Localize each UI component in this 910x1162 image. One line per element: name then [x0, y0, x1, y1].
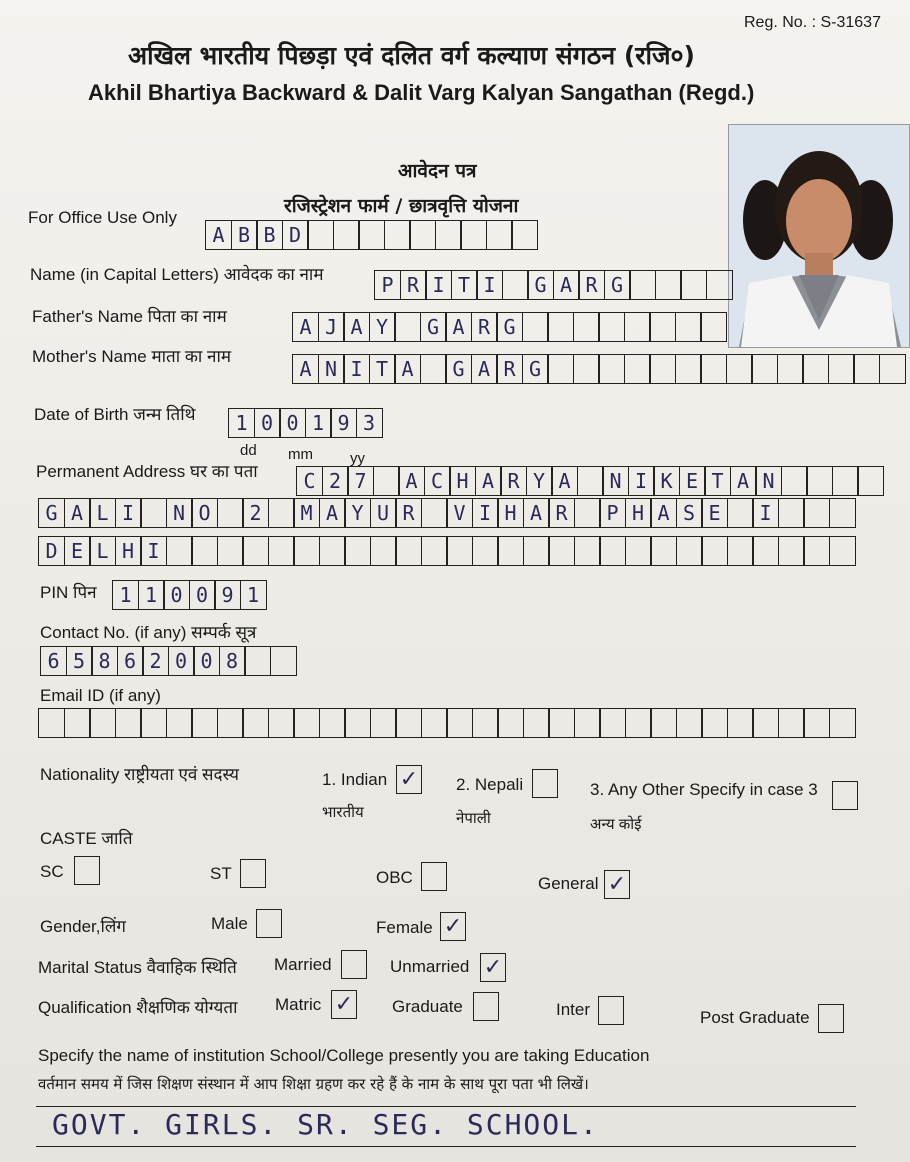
qualification-graduate-label: Graduate — [392, 997, 463, 1016]
char-box[interactable]: T — [451, 270, 478, 300]
char-box[interactable] — [319, 708, 346, 738]
char-box[interactable]: I — [425, 270, 452, 300]
char-box[interactable] — [574, 536, 601, 566]
office-use-boxes — [205, 220, 537, 250]
char-box[interactable]: N — [166, 498, 193, 528]
char-box[interactable] — [727, 536, 754, 566]
char-box[interactable]: 0 — [189, 580, 216, 610]
gender-male-label: Male — [211, 914, 248, 933]
char-box[interactable] — [700, 354, 727, 384]
char-box[interactable]: A — [553, 270, 580, 300]
char-box[interactable]: N — [755, 466, 782, 496]
char-box[interactable] — [832, 466, 859, 496]
char-box[interactable] — [217, 536, 244, 566]
char-box[interactable]: A — [394, 354, 421, 384]
char-box[interactable] — [676, 708, 703, 738]
char-box[interactable] — [460, 220, 487, 250]
address-line-1-boxes[interactable] — [296, 466, 883, 496]
char-box[interactable] — [523, 536, 550, 566]
char-box[interactable] — [706, 270, 733, 300]
char-box[interactable] — [523, 708, 550, 738]
char-box[interactable]: B — [256, 220, 283, 250]
char-box[interactable] — [752, 536, 779, 566]
char-box[interactable] — [624, 354, 651, 384]
name-boxes[interactable] — [374, 270, 731, 300]
char-box[interactable] — [650, 536, 677, 566]
char-box[interactable] — [751, 354, 778, 384]
char-box[interactable]: R — [395, 498, 422, 528]
nationality-indian-checkbox[interactable]: ✓ — [396, 765, 422, 794]
char-box[interactable]: 7 — [347, 466, 374, 496]
char-box[interactable]: Y — [344, 498, 371, 528]
char-box[interactable]: S — [676, 498, 703, 528]
char-box[interactable] — [421, 536, 448, 566]
char-box[interactable] — [777, 354, 804, 384]
char-box[interactable] — [778, 498, 805, 528]
form-title-application: आवेदन पत्र — [398, 160, 477, 182]
char-box[interactable]: I — [476, 270, 503, 300]
marital-married-label: Married — [274, 955, 332, 974]
char-box[interactable] — [655, 270, 682, 300]
qualification-inter-label: Inter — [556, 1000, 591, 1019]
institution-label-english: Specify the name of institution School/College presently you are taking Education — [38, 1046, 650, 1065]
mother-name-boxes[interactable] — [292, 354, 904, 384]
char-box[interactable] — [803, 708, 830, 738]
char-box[interactable]: T — [369, 354, 396, 384]
nationality-other-hindi: अन्य कोई — [590, 816, 642, 833]
char-box[interactable]: R — [548, 498, 575, 528]
char-box[interactable] — [395, 708, 422, 738]
char-box[interactable]: 6 — [40, 646, 67, 676]
qualification-matric-checkbox[interactable]: ✓ — [331, 990, 357, 1019]
char-box[interactable] — [573, 354, 600, 384]
father-name-boxes[interactable] — [292, 312, 726, 342]
char-box[interactable] — [217, 498, 244, 528]
char-box[interactable]: 6 — [117, 646, 144, 676]
char-box[interactable] — [420, 354, 447, 384]
char-box[interactable]: E — [679, 466, 706, 496]
char-box[interactable] — [268, 536, 295, 566]
dob-hint-mm: mm — [288, 446, 313, 463]
char-box[interactable] — [700, 312, 727, 342]
char-box[interactable]: D — [38, 536, 65, 566]
name-label: Name (in Capital Letters) आवेदक का नाम — [30, 265, 324, 284]
char-box[interactable]: G — [604, 270, 631, 300]
char-box[interactable] — [577, 466, 604, 496]
char-box[interactable] — [140, 708, 167, 738]
char-box[interactable]: 8 — [91, 646, 118, 676]
char-box[interactable] — [319, 536, 346, 566]
char-box[interactable]: 1 — [138, 580, 165, 610]
nationality-other-label: 3. Any Other Specify in case 3 — [590, 780, 818, 799]
char-box[interactable]: 9 — [330, 408, 357, 438]
char-box[interactable] — [409, 220, 436, 250]
char-box[interactable] — [446, 708, 473, 738]
char-box[interactable] — [394, 312, 421, 342]
char-box[interactable] — [89, 708, 116, 738]
char-box[interactable] — [270, 646, 297, 676]
char-box[interactable]: C — [296, 466, 323, 496]
char-box[interactable]: B — [231, 220, 258, 250]
address-line-3-boxes[interactable] — [38, 536, 854, 566]
institution-line-1 — [36, 1106, 856, 1107]
char-box[interactable] — [497, 708, 524, 738]
char-box[interactable]: 1 — [305, 408, 332, 438]
char-box[interactable] — [548, 536, 575, 566]
email-label: Email ID (if any) — [40, 686, 161, 705]
char-box[interactable] — [675, 354, 702, 384]
char-box[interactable] — [307, 220, 334, 250]
char-box[interactable] — [293, 536, 320, 566]
char-box[interactable] — [573, 312, 600, 342]
char-box[interactable] — [115, 708, 142, 738]
char-box[interactable] — [829, 708, 856, 738]
char-box[interactable]: 5 — [66, 646, 93, 676]
char-box[interactable]: 0 — [193, 646, 220, 676]
char-box[interactable] — [649, 312, 676, 342]
char-box[interactable] — [547, 312, 574, 342]
char-box[interactable]: I — [472, 498, 499, 528]
char-box[interactable]: H — [497, 498, 524, 528]
char-box[interactable] — [446, 536, 473, 566]
char-box[interactable]: 2 — [142, 646, 169, 676]
char-box[interactable]: Y — [526, 466, 553, 496]
char-box[interactable]: R — [400, 270, 427, 300]
char-box[interactable]: 1 — [112, 580, 139, 610]
char-box[interactable] — [625, 708, 652, 738]
char-box[interactable] — [435, 220, 462, 250]
char-box[interactable]: P — [374, 270, 401, 300]
dob-hint-dd: dd — [240, 442, 257, 459]
char-box[interactable] — [293, 708, 320, 738]
char-box[interactable]: A — [523, 498, 550, 528]
nationality-indian-hindi: भारतीय — [322, 804, 364, 821]
office-use-label: For Office Use Only — [28, 208, 177, 227]
char-box[interactable] — [727, 708, 754, 738]
char-box[interactable]: G — [445, 354, 472, 384]
char-box[interactable]: N — [602, 466, 629, 496]
char-box[interactable] — [472, 536, 499, 566]
char-box[interactable]: Y — [369, 312, 396, 342]
org-title-english: Akhil Bhartiya Backward & Dalit Varg Kalyan Sangathan (Regd.) — [88, 80, 755, 105]
char-box[interactable]: 3 — [356, 408, 383, 438]
char-box[interactable] — [511, 220, 538, 250]
caste-label: CASTE जाति — [40, 829, 133, 848]
char-box[interactable]: J — [318, 312, 345, 342]
char-box[interactable] — [752, 708, 779, 738]
char-box[interactable]: M — [293, 498, 320, 528]
marital-unmarried-label: Unmarried — [390, 957, 470, 976]
contact-boxes[interactable] — [40, 646, 295, 676]
contact-label: Contact No. (if any) सम्पर्क सूत्र — [40, 623, 257, 642]
caste-sc-checkbox[interactable] — [74, 856, 100, 885]
char-box[interactable] — [395, 536, 422, 566]
pin-label: PIN पिन — [40, 583, 97, 602]
char-box[interactable] — [650, 708, 677, 738]
char-box[interactable]: R — [500, 466, 527, 496]
char-box[interactable]: T — [704, 466, 731, 496]
char-box[interactable]: P — [599, 498, 626, 528]
char-box[interactable] — [701, 708, 728, 738]
char-box[interactable] — [166, 708, 193, 738]
mother-name-label: Mother's Name माता का नाम — [32, 347, 232, 366]
char-box[interactable]: A — [205, 220, 232, 250]
char-box[interactable]: A — [730, 466, 757, 496]
char-box[interactable]: 9 — [214, 580, 241, 610]
char-box[interactable] — [778, 708, 805, 738]
char-box[interactable] — [625, 536, 652, 566]
char-box[interactable] — [191, 708, 218, 738]
char-box[interactable] — [242, 536, 269, 566]
char-box[interactable]: G — [496, 312, 523, 342]
char-box[interactable] — [624, 312, 651, 342]
char-box[interactable] — [829, 498, 856, 528]
char-box[interactable] — [244, 646, 271, 676]
qualification-pg-label: Post Graduate — [700, 1008, 810, 1027]
char-box[interactable] — [726, 354, 753, 384]
char-box[interactable] — [486, 220, 513, 250]
char-box[interactable]: D — [282, 220, 309, 250]
char-box[interactable] — [268, 708, 295, 738]
char-box[interactable] — [370, 536, 397, 566]
char-box[interactable] — [421, 708, 448, 738]
pin-boxes[interactable] — [112, 580, 265, 610]
char-box[interactable] — [727, 498, 754, 528]
char-box[interactable]: I — [752, 498, 779, 528]
char-box[interactable]: A — [292, 354, 319, 384]
gender-label: Gender,लिंग — [40, 917, 126, 936]
char-box[interactable]: 0 — [163, 580, 190, 610]
char-box[interactable] — [829, 536, 856, 566]
char-box[interactable] — [680, 270, 707, 300]
char-box[interactable] — [497, 536, 524, 566]
char-box[interactable]: A — [475, 466, 502, 496]
caste-general-label: General — [538, 874, 599, 893]
marital-status-label: Marital Status वैवाहिक स्थिति — [38, 958, 237, 977]
char-box[interactable] — [191, 536, 218, 566]
institution-label-hindi: वर्तमान समय में जिस शिक्षण संस्थान में आप शिक्षा ग्रहण कर रहे हैं के नाम के साथ पूरा पता भी लिखें। — [38, 1075, 589, 1093]
char-box[interactable]: R — [578, 270, 605, 300]
char-box[interactable] — [675, 312, 702, 342]
nationality-nepali-hindi: नेपाली — [456, 810, 491, 827]
qualification-pg-checkbox[interactable] — [818, 1004, 844, 1033]
char-box[interactable] — [502, 270, 529, 300]
char-box[interactable] — [803, 536, 830, 566]
institution-line-2 — [36, 1146, 856, 1147]
applicant-photo — [728, 124, 910, 348]
char-box[interactable]: I — [115, 498, 142, 528]
char-box[interactable]: G — [527, 270, 554, 300]
char-box[interactable] — [857, 466, 884, 496]
char-box[interactable] — [778, 536, 805, 566]
char-box[interactable] — [217, 708, 244, 738]
char-box[interactable]: A — [64, 498, 91, 528]
caste-obc-checkbox[interactable] — [421, 862, 447, 891]
char-box[interactable] — [38, 708, 65, 738]
institution-value[interactable]: GOVT. GIRLS. SR. SEG. SCHOOL. — [52, 1108, 599, 1141]
qualification-graduate-checkbox[interactable] — [473, 992, 499, 1021]
char-box[interactable] — [344, 536, 371, 566]
char-box[interactable]: E — [701, 498, 728, 528]
char-box[interactable] — [599, 536, 626, 566]
char-box[interactable]: 0 — [279, 408, 306, 438]
char-box[interactable]: U — [370, 498, 397, 528]
char-box[interactable] — [701, 536, 728, 566]
dob-label: Date of Birth जन्म तिथि — [34, 405, 196, 424]
char-box[interactable]: A — [650, 498, 677, 528]
char-box[interactable]: R — [471, 312, 498, 342]
nationality-label: Nationality राष्ट्रीयता एवं सदस्य — [40, 765, 240, 784]
caste-st-label: ST — [210, 864, 232, 883]
form-title-registration: रजिस्ट्रेशन फार्म / छात्रवृत्ति योजना — [284, 195, 519, 217]
char-box[interactable] — [472, 708, 499, 738]
char-box[interactable] — [649, 354, 676, 384]
marital-married-checkbox[interactable] — [341, 950, 367, 979]
char-box[interactable] — [373, 466, 400, 496]
char-box[interactable] — [574, 498, 601, 528]
dob-hint-yy: yy — [350, 450, 365, 467]
qualification-inter-checkbox[interactable] — [598, 996, 624, 1025]
char-box[interactable] — [166, 536, 193, 566]
char-box[interactable] — [802, 354, 829, 384]
char-box[interactable] — [548, 708, 575, 738]
nationality-nepali-checkbox[interactable] — [532, 769, 558, 798]
char-box[interactable]: 2 — [242, 498, 269, 528]
qualification-matric-label: Matric — [275, 995, 322, 1014]
char-box[interactable] — [629, 270, 656, 300]
marital-unmarried-checkbox[interactable]: ✓ — [480, 953, 506, 982]
dob-boxes[interactable] — [228, 408, 381, 438]
address-label: Permanent Address घर का पता — [36, 462, 258, 481]
gender-male-checkbox[interactable] — [256, 909, 282, 938]
char-box[interactable]: A — [343, 312, 370, 342]
char-box[interactable]: A — [445, 312, 472, 342]
char-box[interactable] — [358, 220, 385, 250]
gender-female-checkbox[interactable]: ✓ — [440, 912, 466, 941]
char-box[interactable] — [781, 466, 808, 496]
char-box[interactable] — [421, 498, 448, 528]
nationality-nepali-label: 2. Nepali — [456, 775, 524, 794]
caste-obc-label: OBC — [376, 868, 413, 887]
email-boxes[interactable] — [38, 708, 854, 738]
char-box[interactable]: A — [551, 466, 578, 496]
char-box[interactable] — [140, 498, 167, 528]
caste-sc-label: SC — [40, 862, 64, 881]
caste-general-checkbox[interactable]: ✓ — [604, 870, 630, 899]
char-box[interactable] — [599, 708, 626, 738]
char-box[interactable] — [64, 708, 91, 738]
char-box[interactable]: G — [38, 498, 65, 528]
nationality-other-checkbox[interactable] — [832, 781, 858, 810]
char-box[interactable]: 1 — [240, 580, 267, 610]
char-box[interactable]: A — [398, 466, 425, 496]
char-box[interactable] — [574, 708, 601, 738]
char-box[interactable]: H — [115, 536, 142, 566]
char-box[interactable]: H — [625, 498, 652, 528]
char-box[interactable]: 2 — [322, 466, 349, 496]
char-box[interactable]: H — [449, 466, 476, 496]
char-box[interactable]: 8 — [219, 646, 246, 676]
char-box[interactable] — [522, 312, 549, 342]
char-box[interactable]: A — [292, 312, 319, 342]
org-title-hindi: अखिल भारतीय पिछड़ा एवं दलित वर्ग कल्याण संगठन (रजि०) — [128, 41, 695, 70]
gender-female-label: Female — [376, 918, 433, 937]
char-box[interactable]: C — [424, 466, 451, 496]
char-box[interactable]: A — [471, 354, 498, 384]
char-box[interactable] — [333, 220, 360, 250]
char-box[interactable]: 0 — [168, 646, 195, 676]
father-name-label: Father's Name पिता का नाम — [32, 307, 227, 326]
char-box[interactable]: L — [89, 498, 116, 528]
char-box[interactable] — [879, 354, 906, 384]
char-box[interactable]: R — [496, 354, 523, 384]
char-box[interactable]: K — [653, 466, 680, 496]
char-box[interactable] — [676, 536, 703, 566]
char-box[interactable] — [828, 354, 855, 384]
char-box[interactable] — [242, 708, 269, 738]
char-box[interactable]: L — [89, 536, 116, 566]
char-box[interactable]: O — [191, 498, 218, 528]
char-box[interactable]: 1 — [228, 408, 255, 438]
char-box[interactable]: 0 — [254, 408, 281, 438]
address-line-2-boxes[interactable] — [38, 498, 854, 528]
char-box[interactable]: I — [343, 354, 370, 384]
char-box[interactable] — [806, 466, 833, 496]
char-box[interactable] — [803, 498, 830, 528]
registration-number: Reg. No. : S-31637 — [744, 14, 881, 31]
char-box[interactable] — [598, 312, 625, 342]
char-box[interactable] — [547, 354, 574, 384]
char-box[interactable]: A — [319, 498, 346, 528]
qualification-label: Qualification शैक्षणिक योग्यता — [38, 998, 238, 1017]
char-box[interactable] — [384, 220, 411, 250]
char-box[interactable] — [598, 354, 625, 384]
char-box[interactable]: E — [64, 536, 91, 566]
char-box[interactable] — [370, 708, 397, 738]
char-box[interactable]: G — [522, 354, 549, 384]
char-box[interactable]: N — [318, 354, 345, 384]
char-box[interactable] — [344, 708, 371, 738]
char-box[interactable]: I — [140, 536, 167, 566]
caste-st-checkbox[interactable] — [240, 859, 266, 888]
nationality-indian-label: 1. Indian — [322, 770, 388, 789]
char-box[interactable] — [853, 354, 880, 384]
char-box[interactable] — [268, 498, 295, 528]
char-box[interactable]: G — [420, 312, 447, 342]
char-box[interactable]: I — [628, 466, 655, 496]
char-box[interactable]: V — [446, 498, 473, 528]
